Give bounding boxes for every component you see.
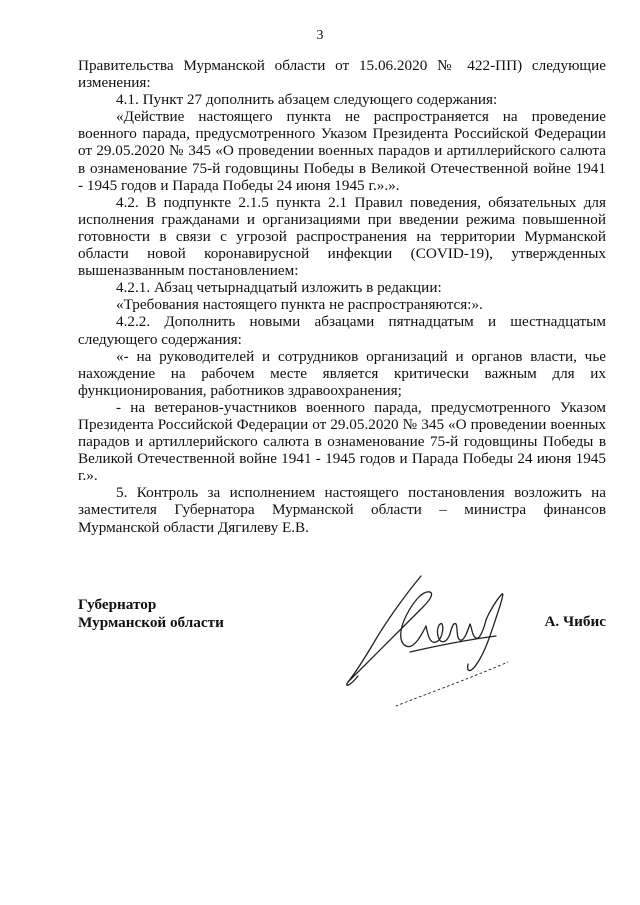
paragraph-4-1: 4.1. Пункт 27 дополнить абзацем следующего содержания:: [116, 91, 498, 109]
page-number: 3: [316, 28, 324, 43]
paragraph-intro: Правительства Мурманской области от 15.06.2020 № 422-ПП) следующие изменения:: [78, 57, 606, 92]
signatory-title-line-1: Губернатор: [78, 596, 157, 613]
paragraph-4-2: 4.2. В подпункте 2.1.5 пункта 2.1 Правил поведения, обязательных для исполнения гражданами и организациями при введении режима повышенной готовности в связи с угрозой распространения на территории Мурманской области новой коронавирусной инфекции (COVID-19), утвержденных вышеназванным постановлением:: [78, 193, 606, 280]
paragraph-4-2-2-item-2: - на ветеранов-участников военного парада, предусмотренного Указом Президента Российской Федерации от 29.05.2020 № 345 «О проведении военных парадов и артиллерийского салюта в ознаменование 75-й годовщины Победы в Великой Отечественной войне 1941 - 1945 годов и Парада Победы 24 июня 1945 г.».: [78, 398, 606, 485]
signature-block: [78, 596, 606, 716]
handwritten-signature-icon: [326, 564, 526, 714]
paragraph-4-2-1: 4.2.1. Абзац четырнадцатый изложить в редакции:: [116, 279, 442, 297]
paragraph-4-1-quote: «Действие настоящего пункта не распространяется на проведение военного парада, предусмотренного Указом Президента Российской Федерации от 29.05.2020 № 345 «О проведении военных парадов и артиллерийского салюта в ознаменование 75-й годовщины Победы в Великой Отечественной войне 1941 - 1945 годов и Парада Победы 24 июня 1945 г.».».: [78, 108, 606, 194]
signatory-title-line-2: Мурманской области: [78, 613, 224, 631]
paragraph-4-2-1-quote: «Требования настоящего пункта не распространяются:».: [116, 296, 483, 314]
signatory-title: [78, 596, 224, 631]
paragraph-4-2-2: 4.2.2. Дополнить новыми абзацами пятнадцатым и шестнадцатым следующего содержания:: [78, 313, 606, 348]
paragraph-4-2-2-item-1: «- на руководителей и сотрудников организаций и органов власти, чье нахождение на рабочем месте является критически важным для их функционирования, работников здравоохранения;: [78, 347, 606, 399]
document-body: [78, 57, 606, 536]
signatory-name: А. Чибис: [544, 613, 606, 630]
paragraph-5: 5. Контроль за исполнением настоящего постановления возложить на заместителя Губернатора Мурманской области – министра финансов Мурманской области Дягилеву Е.В.: [78, 484, 606, 536]
